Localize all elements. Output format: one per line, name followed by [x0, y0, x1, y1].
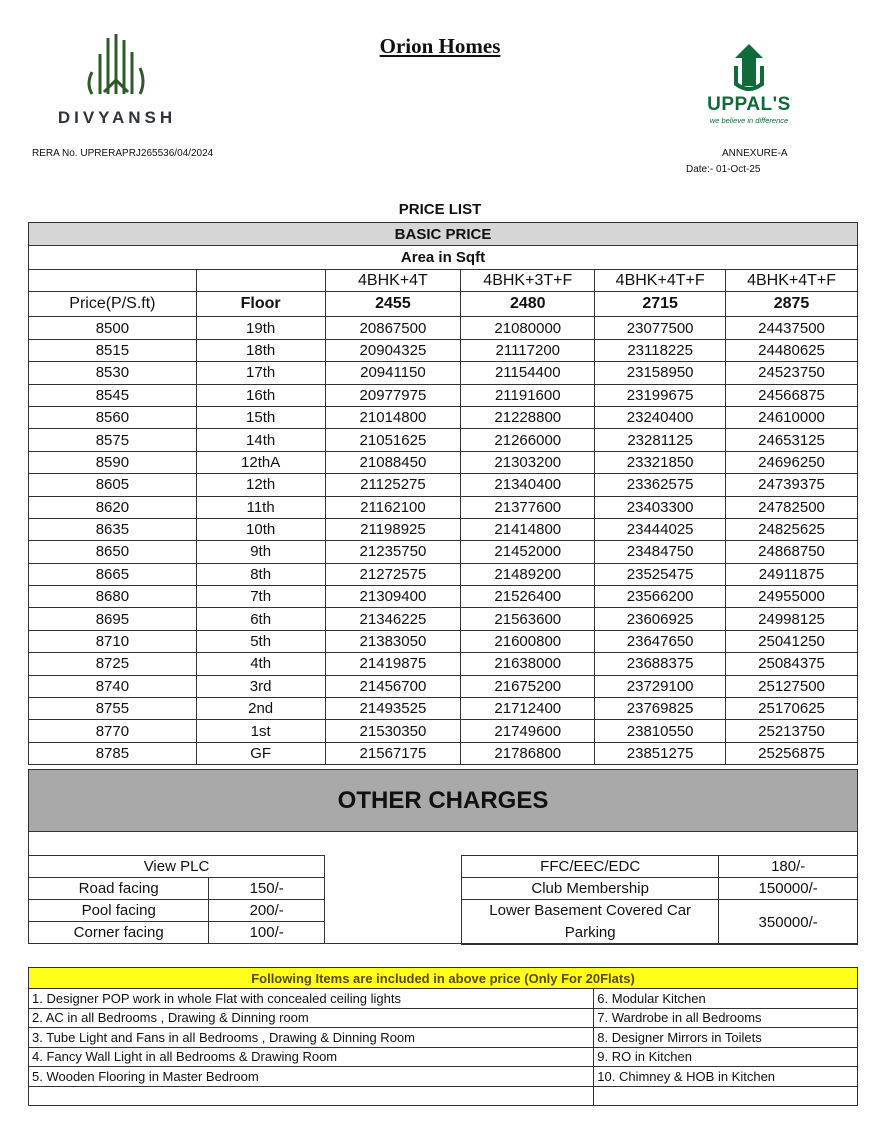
- price-cell: 21563600: [461, 608, 595, 630]
- uppals-logo: [690, 42, 808, 132]
- price-cell: 20941150: [325, 362, 461, 384]
- price-cell: 21162100: [325, 496, 461, 518]
- price-cell: 25127500: [726, 675, 858, 697]
- price-cell: 23851275: [595, 742, 726, 764]
- charge-value: 180/-: [719, 856, 858, 878]
- divyansh-building-icon: [42, 32, 192, 108]
- price-cell: 24998125: [726, 608, 858, 630]
- price-cell: 21456700: [325, 675, 461, 697]
- floor-cell: 18th: [196, 339, 325, 361]
- price-cell: 24523750: [726, 362, 858, 384]
- unit-area: 2715: [595, 292, 726, 317]
- floor-cell: 14th: [196, 429, 325, 451]
- other-charges-title: OTHER CHARGES: [28, 769, 858, 832]
- price-cell: 21117200: [461, 339, 595, 361]
- plc-row: [29, 878, 325, 900]
- price-cell: 21786800: [461, 742, 595, 764]
- price-cell: 24566875: [726, 384, 858, 406]
- inclusion-item: 4. Fancy Wall Light in all Bedrooms & Drawing Room: [29, 1047, 594, 1067]
- inclusion-row: [29, 1047, 858, 1067]
- empty-cell: [594, 1086, 858, 1106]
- price-cell: 21489200: [461, 563, 595, 585]
- inclusions-table: [28, 967, 858, 1106]
- view-plc-header-row: [29, 856, 325, 878]
- document-date: Date:- 01-Oct-25: [686, 164, 761, 175]
- price-cell: 23566200: [595, 586, 726, 608]
- price-cell: 24955000: [726, 586, 858, 608]
- price-cell: 23281125: [595, 429, 726, 451]
- price-cell: 23199675: [595, 384, 726, 406]
- price-cell: 23647650: [595, 630, 726, 652]
- floor-cell: 11th: [196, 496, 325, 518]
- price-cell: 21414800: [461, 518, 595, 540]
- price-cell: 21303200: [461, 451, 595, 473]
- unit-type: 4BHK+4T: [325, 270, 461, 292]
- price-cell: 23158950: [595, 362, 726, 384]
- unit-type: 4BHK+4T+F: [595, 270, 726, 292]
- price-row: [29, 653, 858, 675]
- price-row: [29, 586, 858, 608]
- price-cell: 21154400: [461, 362, 595, 384]
- charge-label: FFC/EEC/EDC: [462, 856, 719, 878]
- price-row: [29, 630, 858, 652]
- inclusion-item: 9. RO in Kitchen: [594, 1047, 858, 1067]
- floor-cell: 3rd: [196, 675, 325, 697]
- price-cell: 21051625: [325, 429, 461, 451]
- price-cell: 23362575: [595, 474, 726, 496]
- price-cell: 21749600: [461, 720, 595, 742]
- inclusion-item: 3. Tube Light and Fans in all Bedrooms , Drawing & Dinning Room: [29, 1028, 594, 1048]
- rate-cell: 8500: [29, 317, 197, 339]
- inclusion-row: [29, 1028, 858, 1048]
- price-cell: 24610000: [726, 406, 858, 428]
- charge-row: [462, 900, 858, 945]
- price-cell: 23444025: [595, 518, 726, 540]
- price-row: [29, 474, 858, 496]
- price-list-title: PRICE LIST: [398, 201, 482, 218]
- price-cell: 24696250: [726, 451, 858, 473]
- plc-value: 150/-: [209, 878, 325, 900]
- price-row: [29, 518, 858, 540]
- floor-cell: 4th: [196, 653, 325, 675]
- price-cell: 21493525: [325, 698, 461, 720]
- rate-cell: 8755: [29, 698, 197, 720]
- price-cell: 21014800: [325, 406, 461, 428]
- floor-cell: 15th: [196, 406, 325, 428]
- rate-cell: 8560: [29, 406, 197, 428]
- price-row: [29, 496, 858, 518]
- price-cell: 23077500: [595, 317, 726, 339]
- rate-cell: 8740: [29, 675, 197, 697]
- floor-cell: 19th: [196, 317, 325, 339]
- price-cell: 21228800: [461, 406, 595, 428]
- plc-label: Road facing: [29, 878, 209, 900]
- divyansh-logo-text: DIVYANSH: [57, 108, 177, 127]
- price-row: [29, 429, 858, 451]
- rera-number: RERA No. UPRERAPRJ265536/04/2024: [32, 148, 214, 159]
- plc-label: Corner facing: [29, 922, 209, 944]
- price-cell: 23688375: [595, 653, 726, 675]
- floor-cell: 10th: [196, 518, 325, 540]
- price-cell: 25213750: [726, 720, 858, 742]
- price-row: [29, 541, 858, 563]
- uppals-arrow-icon: [690, 42, 808, 94]
- annexure-label: ANNEXURE-A: [722, 148, 788, 159]
- price-row: [29, 742, 858, 764]
- unit-type-row: [29, 270, 858, 292]
- inclusion-empty-row: [29, 1086, 858, 1106]
- inclusion-item: 6. Modular Kitchen: [594, 989, 858, 1009]
- price-cell: 21080000: [461, 317, 595, 339]
- charge-row: [462, 856, 858, 878]
- rate-cell: 8530: [29, 362, 197, 384]
- price-cell: 23525475: [595, 563, 726, 585]
- inclusion-row: [29, 1008, 858, 1028]
- price-cell: 24868750: [726, 541, 858, 563]
- rate-cell: 8650: [29, 541, 197, 563]
- price-cell: 23403300: [595, 496, 726, 518]
- unit-type: 4BHK+4T+F: [726, 270, 858, 292]
- price-cell: 25256875: [726, 742, 858, 764]
- price-cell: 21600800: [461, 630, 595, 652]
- price-row: [29, 720, 858, 742]
- rate-cell: 8665: [29, 563, 197, 585]
- rate-cell: 8725: [29, 653, 197, 675]
- price-cell: 21309400: [325, 586, 461, 608]
- floor-cell: 7th: [196, 586, 325, 608]
- floor-cell: 8th: [196, 563, 325, 585]
- price-cell: 21088450: [325, 451, 461, 473]
- price-cell: 24653125: [726, 429, 858, 451]
- price-cell: 21340400: [461, 474, 595, 496]
- price-cell: 21419875: [325, 653, 461, 675]
- rate-cell: 8785: [29, 742, 197, 764]
- floor-cell: 16th: [196, 384, 325, 406]
- rate-cell: 8515: [29, 339, 197, 361]
- price-row: [29, 563, 858, 585]
- price-table: [28, 222, 858, 765]
- inclusion-row: [29, 989, 858, 1009]
- floor-cell: 12th: [196, 474, 325, 496]
- floor-cell: 6th: [196, 608, 325, 630]
- rate-cell: 8770: [29, 720, 197, 742]
- plc-value: 200/-: [209, 900, 325, 922]
- price-cell: 24911875: [726, 563, 858, 585]
- plc-value: 100/-: [209, 922, 325, 944]
- price-row: [29, 451, 858, 473]
- charge-label: Lower Basement Covered Car Parking: [462, 900, 719, 945]
- rate-cell: 8590: [29, 451, 197, 473]
- floor-column-header: Floor: [196, 292, 325, 317]
- price-cell: 21567175: [325, 742, 461, 764]
- unit-area: 2455: [325, 292, 461, 317]
- price-cell: 25041250: [726, 630, 858, 652]
- empty-cell: [29, 1086, 594, 1106]
- area-row: [29, 246, 858, 270]
- price-cell: 24782500: [726, 496, 858, 518]
- inclusion-row: [29, 1067, 858, 1087]
- price-row: [29, 698, 858, 720]
- floor-cell: 12thA: [196, 451, 325, 473]
- price-row: [29, 384, 858, 406]
- plc-row: [29, 922, 325, 944]
- inclusion-item: 7. Wardrobe in all Bedrooms: [594, 1008, 858, 1028]
- price-cell: 21346225: [325, 608, 461, 630]
- price-cell: 23769825: [595, 698, 726, 720]
- price-cell: 21452000: [461, 541, 595, 563]
- plc-row: [29, 900, 325, 922]
- inclusion-item: 10. Chimney & HOB in Kitchen: [594, 1067, 858, 1087]
- inclusion-item: 5. Wooden Flooring in Master Bedroom: [29, 1067, 594, 1087]
- floor-cell: 1st: [196, 720, 325, 742]
- charge-value: 350000/-: [719, 900, 858, 945]
- price-cell: 25170625: [726, 698, 858, 720]
- empty-cell: [29, 270, 197, 292]
- charges-table: [461, 855, 858, 945]
- price-cell: 21712400: [461, 698, 595, 720]
- unit-area: 2480: [461, 292, 595, 317]
- price-cell: 21530350: [325, 720, 461, 742]
- view-plc-title: View PLC: [29, 856, 325, 878]
- price-cell: 23729100: [595, 675, 726, 697]
- floor-cell: 9th: [196, 541, 325, 563]
- charge-row: [462, 878, 858, 900]
- area-label: Area in Sqft: [29, 246, 858, 270]
- price-column-header: Price(P/S.ft): [29, 292, 197, 317]
- basic-price-label: BASIC PRICE: [29, 223, 858, 246]
- price-cell: 21383050: [325, 630, 461, 652]
- inclusions-title: Following Items are included in above price (Only For 20Flats): [29, 968, 858, 989]
- floor-cell: 2nd: [196, 698, 325, 720]
- empty-cell: [196, 270, 325, 292]
- price-cell: 20867500: [325, 317, 461, 339]
- price-row: [29, 339, 858, 361]
- inclusions-header-row: [29, 968, 858, 989]
- price-cell: 24437500: [726, 317, 858, 339]
- column-header-row: [29, 292, 858, 317]
- unit-type: 4BHK+3T+F: [461, 270, 595, 292]
- uppals-logo-text: UPPAL'S: [707, 94, 791, 115]
- rate-cell: 8545: [29, 384, 197, 406]
- price-cell: 24480625: [726, 339, 858, 361]
- price-cell: 21675200: [461, 675, 595, 697]
- price-cell: 21638000: [461, 653, 595, 675]
- rate-cell: 8635: [29, 518, 197, 540]
- inclusion-item: 8. Designer Mirrors in Toilets: [594, 1028, 858, 1048]
- price-cell: 20904325: [325, 339, 461, 361]
- price-cell: 21266000: [461, 429, 595, 451]
- rate-cell: 8620: [29, 496, 197, 518]
- price-cell: 23606925: [595, 608, 726, 630]
- price-cell: 21235750: [325, 541, 461, 563]
- floor-cell: GF: [196, 742, 325, 764]
- price-row: [29, 675, 858, 697]
- price-cell: 20977975: [325, 384, 461, 406]
- plc-label: Pool facing: [29, 900, 209, 922]
- document-title: Orion Homes: [379, 34, 501, 58]
- price-cell: 23484750: [595, 541, 726, 563]
- charge-value: 150000/-: [719, 878, 858, 900]
- price-cell: 24739375: [726, 474, 858, 496]
- price-cell: 23118225: [595, 339, 726, 361]
- inclusion-item: 2. AC in all Bedrooms , Drawing & Dinning room: [29, 1008, 594, 1028]
- rate-cell: 8680: [29, 586, 197, 608]
- price-cell: 24825625: [726, 518, 858, 540]
- basic-price-row: [29, 223, 858, 246]
- price-cell: 23240400: [595, 406, 726, 428]
- price-cell: 21377600: [461, 496, 595, 518]
- price-row: [29, 406, 858, 428]
- floor-cell: 5th: [196, 630, 325, 652]
- rate-cell: 8710: [29, 630, 197, 652]
- charge-label: Club Membership: [462, 878, 719, 900]
- price-row: [29, 362, 858, 384]
- divyansh-logo: [42, 32, 192, 132]
- rate-cell: 8605: [29, 474, 197, 496]
- price-cell: 25084375: [726, 653, 858, 675]
- price-row: [29, 608, 858, 630]
- price-cell: 21125275: [325, 474, 461, 496]
- floor-cell: 17th: [196, 362, 325, 384]
- rate-cell: 8695: [29, 608, 197, 630]
- price-row: [29, 317, 858, 339]
- inclusion-item: 1. Designer POP work in whole Flat with concealed ceiling lights: [29, 989, 594, 1009]
- price-cell: 21272575: [325, 563, 461, 585]
- rate-cell: 8575: [29, 429, 197, 451]
- price-cell: 21198925: [325, 518, 461, 540]
- unit-area: 2875: [726, 292, 858, 317]
- view-plc-table: [28, 855, 325, 944]
- price-cell: 23810550: [595, 720, 726, 742]
- price-cell: 21191600: [461, 384, 595, 406]
- price-cell: 23321850: [595, 451, 726, 473]
- price-cell: 21526400: [461, 586, 595, 608]
- uppals-tagline: we believe in difference: [709, 116, 789, 125]
